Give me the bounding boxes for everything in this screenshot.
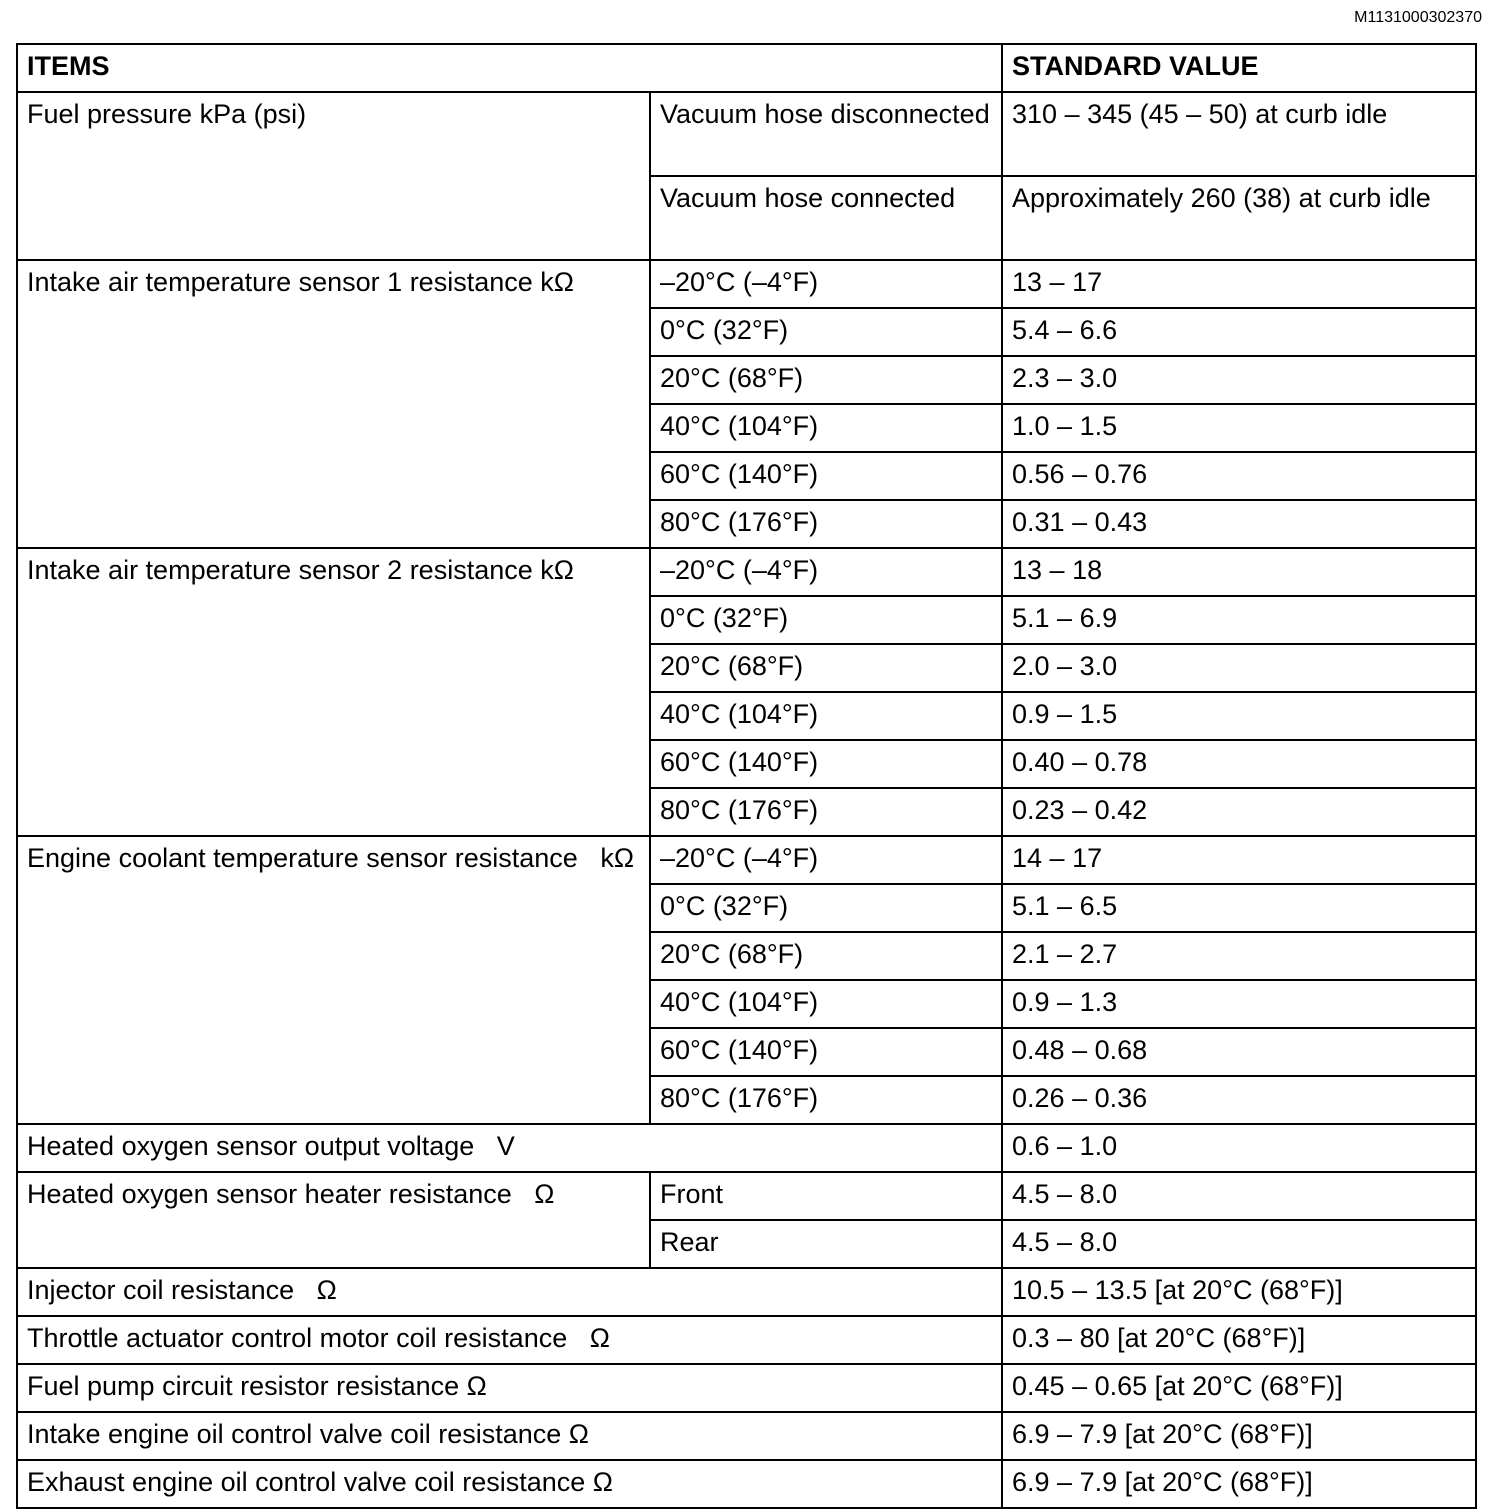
- item-label-fuel-pump: Fuel pump circuit resistor resistance Ω: [17, 1364, 1002, 1412]
- document-id: M1131000302370: [1354, 9, 1482, 26]
- item-label-ho2s-heater: Heated oxygen sensor heater resistance Ω: [17, 1172, 650, 1268]
- value-cell: 0.9 – 1.3: [1002, 980, 1476, 1028]
- table-row: [17, 1364, 1476, 1412]
- value-cell: 2.0 – 3.0: [1002, 644, 1476, 692]
- standard-value-header: STANDARD VALUE: [1002, 44, 1476, 92]
- table-row: [17, 1172, 1476, 1220]
- condition-cell: 40°C (104°F): [650, 404, 1002, 452]
- value-cell: 5.1 – 6.9: [1002, 596, 1476, 644]
- value-cell: 0.48 – 0.68: [1002, 1028, 1476, 1076]
- value-cell: 2.1 – 2.7: [1002, 932, 1476, 980]
- condition-cell: 60°C (140°F): [650, 1028, 1002, 1076]
- value-cell: Approximately 260 (38) at curb idle: [1002, 176, 1476, 260]
- condition-cell: –20°C (–4°F): [650, 260, 1002, 308]
- condition-cell: 0°C (32°F): [650, 596, 1002, 644]
- condition-cell: –20°C (–4°F): [650, 548, 1002, 596]
- condition-cell: 40°C (104°F): [650, 692, 1002, 740]
- condition-cell: 20°C (68°F): [650, 644, 1002, 692]
- table-row: [17, 548, 1476, 596]
- condition-cell: 80°C (176°F): [650, 1076, 1002, 1124]
- item-label-fuel-pressure: Fuel pressure kPa (psi): [17, 92, 650, 260]
- condition-cell: Front: [650, 1172, 1002, 1220]
- condition-cell: 40°C (104°F): [650, 980, 1002, 1028]
- condition-cell: Vacuum hose disconnected: [650, 92, 1002, 176]
- value-cell: 0.23 – 0.42: [1002, 788, 1476, 836]
- value-cell: 2.3 – 3.0: [1002, 356, 1476, 404]
- condition-cell: 0°C (32°F): [650, 308, 1002, 356]
- table-row: [17, 92, 1476, 176]
- value-cell: 0.31 – 0.43: [1002, 500, 1476, 548]
- value-cell: 5.1 – 6.5: [1002, 884, 1476, 932]
- value-cell: 0.9 – 1.5: [1002, 692, 1476, 740]
- value-cell: 0.26 – 0.36: [1002, 1076, 1476, 1124]
- condition-cell: –20°C (–4°F): [650, 836, 1002, 884]
- value-cell: 0.56 – 0.76: [1002, 452, 1476, 500]
- condition-cell: 60°C (140°F): [650, 452, 1002, 500]
- value-cell: 1.0 – 1.5: [1002, 404, 1476, 452]
- table-row: [17, 1460, 1476, 1508]
- value-cell: 5.4 – 6.6: [1002, 308, 1476, 356]
- table-row: [17, 1124, 1476, 1172]
- value-cell: 6.9 – 7.9 [at 20°C (68°F)]: [1002, 1460, 1476, 1508]
- condition-cell: 80°C (176°F): [650, 788, 1002, 836]
- condition-cell: 60°C (140°F): [650, 740, 1002, 788]
- item-label-iat2: Intake air temperature sensor 2 resistance kΩ: [17, 548, 650, 836]
- standard-value-table: [16, 43, 1477, 1509]
- value-cell: 13 – 18: [1002, 548, 1476, 596]
- item-label-ect: Engine coolant temperature sensor resistance kΩ: [17, 836, 650, 1124]
- table-row: [17, 1412, 1476, 1460]
- items-header: ITEMS: [17, 44, 1002, 92]
- value-cell: 0.3 – 80 [at 20°C (68°F)]: [1002, 1316, 1476, 1364]
- condition-cell: 20°C (68°F): [650, 356, 1002, 404]
- table-header-row: [17, 44, 1476, 92]
- value-cell: 4.5 – 8.0: [1002, 1172, 1476, 1220]
- item-label-throttle: Throttle actuator control motor coil resistance Ω: [17, 1316, 1002, 1364]
- value-cell: 310 – 345 (45 – 50) at curb idle: [1002, 92, 1476, 176]
- value-cell: 13 – 17: [1002, 260, 1476, 308]
- value-cell: 0.40 – 0.78: [1002, 740, 1476, 788]
- item-label-iat1: Intake air temperature sensor 1 resistance kΩ: [17, 260, 650, 548]
- condition-cell: 80°C (176°F): [650, 500, 1002, 548]
- value-cell: 0.6 – 1.0: [1002, 1124, 1476, 1172]
- item-label-ho2s-voltage: Heated oxygen sensor output voltage V: [17, 1124, 1002, 1172]
- value-cell: 6.9 – 7.9 [at 20°C (68°F)]: [1002, 1412, 1476, 1460]
- item-label-intake-ocv: Intake engine oil control valve coil resistance Ω: [17, 1412, 1002, 1460]
- condition-cell: 0°C (32°F): [650, 884, 1002, 932]
- condition-cell: 20°C (68°F): [650, 932, 1002, 980]
- value-cell: 14 – 17: [1002, 836, 1476, 884]
- table-row: [17, 1316, 1476, 1364]
- item-label-exhaust-ocv: Exhaust engine oil control valve coil resistance Ω: [17, 1460, 1002, 1508]
- table-row: [17, 1268, 1476, 1316]
- condition-cell: Rear: [650, 1220, 1002, 1268]
- condition-cell: Vacuum hose connected: [650, 176, 1002, 260]
- value-cell: 0.45 – 0.65 [at 20°C (68°F)]: [1002, 1364, 1476, 1412]
- value-cell: 10.5 – 13.5 [at 20°C (68°F)]: [1002, 1268, 1476, 1316]
- table-row: [17, 260, 1476, 308]
- item-label-injector: Injector coil resistance Ω: [17, 1268, 1002, 1316]
- value-cell: 4.5 – 8.0: [1002, 1220, 1476, 1268]
- table-row: [17, 836, 1476, 884]
